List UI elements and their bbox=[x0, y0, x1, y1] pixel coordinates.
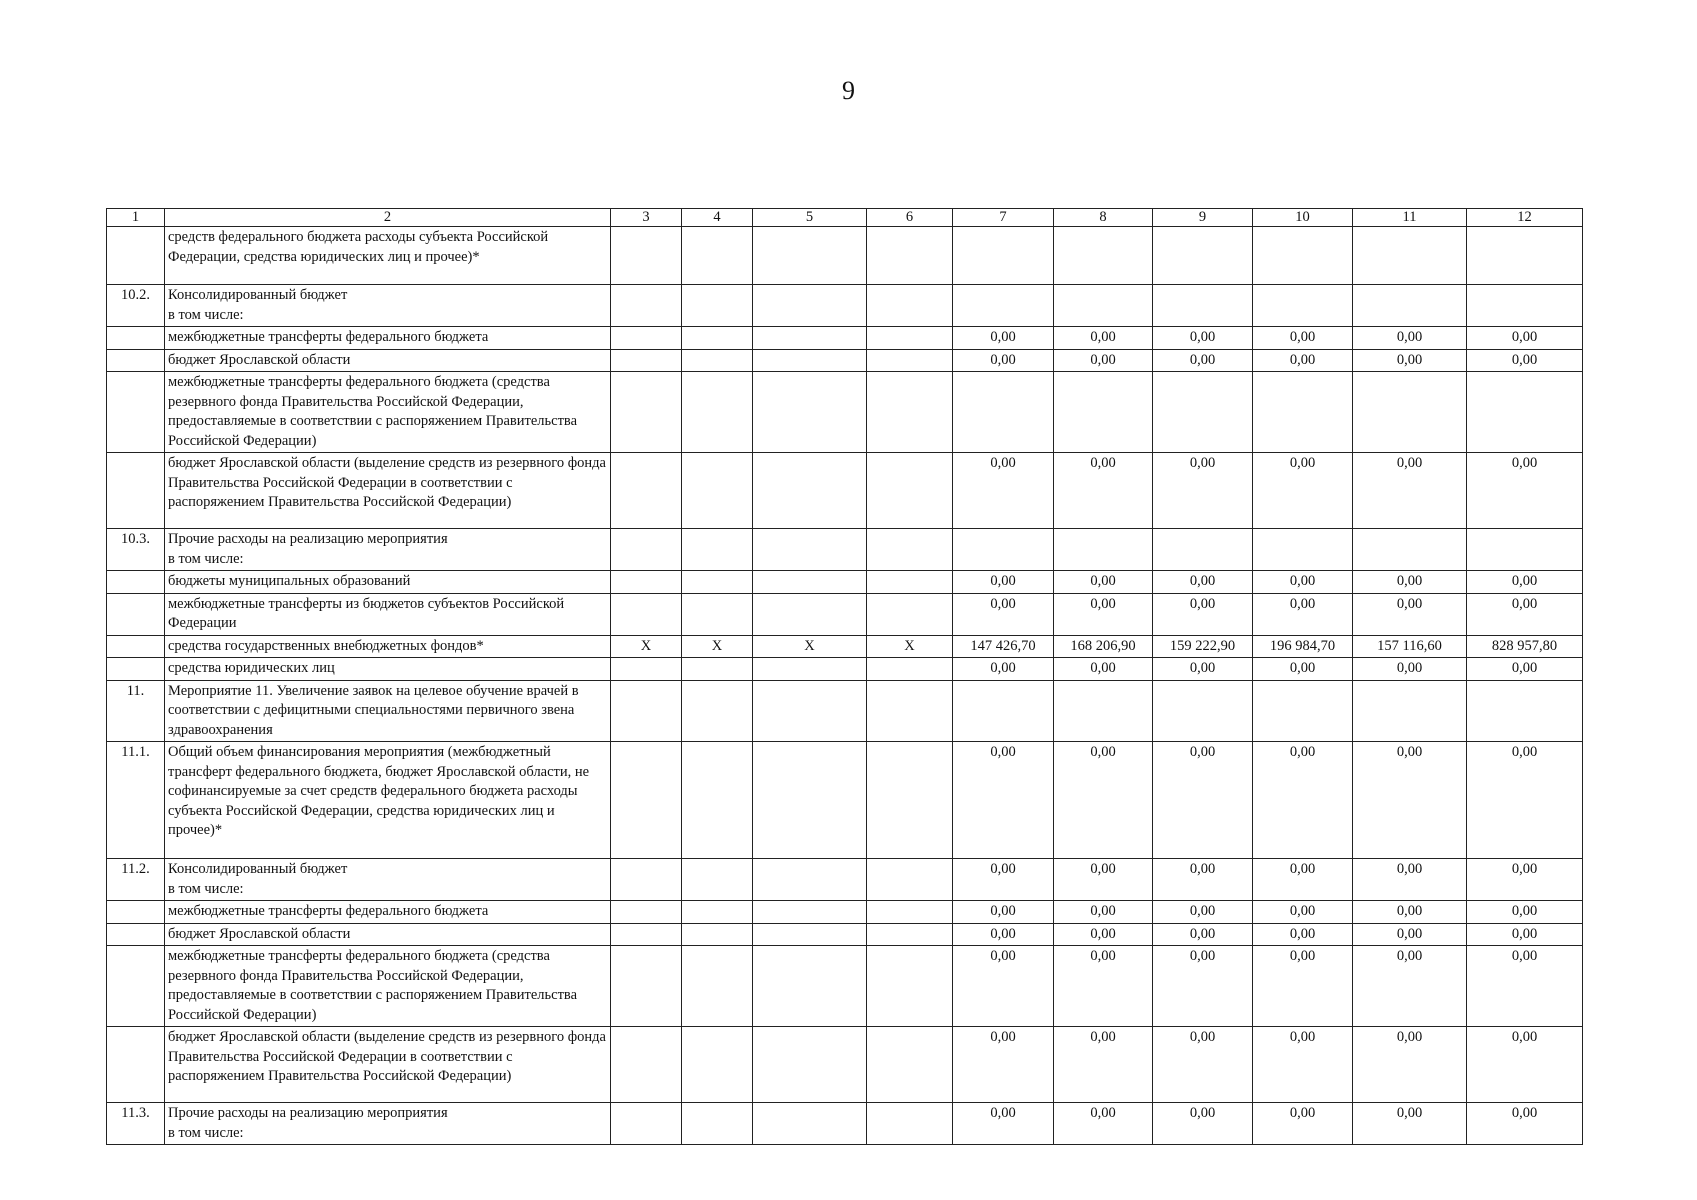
cell-col-5 bbox=[753, 593, 867, 635]
row-description: Прочие расходы на реализацию мероприятия в том числе: bbox=[165, 529, 611, 571]
cell-col-10: 0,00 bbox=[1253, 859, 1353, 901]
cell-col-4 bbox=[682, 571, 753, 594]
cell-col-5 bbox=[753, 859, 867, 901]
cell-col-6 bbox=[867, 1027, 953, 1103]
row-index bbox=[107, 901, 165, 924]
cell-col-4 bbox=[682, 946, 753, 1027]
cell-col-11 bbox=[1353, 680, 1467, 742]
cell-col-9 bbox=[1153, 680, 1253, 742]
cell-col-11: 0,00 bbox=[1353, 349, 1467, 372]
row-index: 10.3. bbox=[107, 529, 165, 571]
cell-col-5 bbox=[753, 946, 867, 1027]
cell-col-11: 0,00 bbox=[1353, 742, 1467, 859]
cell-col-10: 0,00 bbox=[1253, 901, 1353, 924]
cell-col-5 bbox=[753, 680, 867, 742]
cell-col-5 bbox=[753, 529, 867, 571]
cell-col-3 bbox=[611, 680, 682, 742]
table-row bbox=[107, 1027, 1583, 1103]
cell-col-9: 0,00 bbox=[1153, 1027, 1253, 1103]
cell-col-9: 0,00 bbox=[1153, 742, 1253, 859]
row-index: 11.1. bbox=[107, 742, 165, 859]
column-header: 4 bbox=[682, 209, 753, 227]
cell-col-12: 0,00 bbox=[1467, 658, 1583, 681]
cell-col-7: 0,00 bbox=[953, 901, 1054, 924]
table-row bbox=[107, 635, 1583, 658]
cell-col-4 bbox=[682, 1027, 753, 1103]
cell-col-7: 0,00 bbox=[953, 349, 1054, 372]
cell-col-4 bbox=[682, 658, 753, 681]
row-index bbox=[107, 635, 165, 658]
cell-col-4 bbox=[682, 349, 753, 372]
cell-col-8: 0,00 bbox=[1054, 593, 1153, 635]
cell-col-6 bbox=[867, 529, 953, 571]
cell-col-7: 0,00 bbox=[953, 658, 1054, 681]
cell-col-7: 147 426,70 bbox=[953, 635, 1054, 658]
row-description: Мероприятие 11. Увеличение заявок на целевое обучение врачей в соответствии с дефицитными специальностями первичного звена здравоохранения bbox=[165, 680, 611, 742]
cell-col-5 bbox=[753, 1027, 867, 1103]
cell-col-9: 0,00 bbox=[1153, 1103, 1253, 1145]
cell-col-6 bbox=[867, 453, 953, 529]
cell-col-6: X bbox=[867, 635, 953, 658]
cell-col-10 bbox=[1253, 285, 1353, 327]
column-header: 6 bbox=[867, 209, 953, 227]
cell-col-6 bbox=[867, 593, 953, 635]
cell-col-9: 0,00 bbox=[1153, 453, 1253, 529]
cell-col-12: 0,00 bbox=[1467, 742, 1583, 859]
cell-col-7: 0,00 bbox=[953, 923, 1054, 946]
cell-col-11: 0,00 bbox=[1353, 859, 1467, 901]
cell-col-11: 0,00 bbox=[1353, 946, 1467, 1027]
table-row bbox=[107, 227, 1583, 285]
cell-col-9: 159 222,90 bbox=[1153, 635, 1253, 658]
cell-col-4 bbox=[682, 285, 753, 327]
cell-col-6 bbox=[867, 923, 953, 946]
cell-col-10: 0,00 bbox=[1253, 571, 1353, 594]
cell-col-12 bbox=[1467, 680, 1583, 742]
cell-col-6 bbox=[867, 901, 953, 924]
cell-col-5: X bbox=[753, 635, 867, 658]
cell-col-8: 0,00 bbox=[1054, 571, 1153, 594]
row-index: 11. bbox=[107, 680, 165, 742]
cell-col-7: 0,00 bbox=[953, 859, 1054, 901]
table-row bbox=[107, 285, 1583, 327]
cell-col-3 bbox=[611, 859, 682, 901]
column-header: 9 bbox=[1153, 209, 1253, 227]
table-row bbox=[107, 742, 1583, 859]
cell-col-8 bbox=[1054, 227, 1153, 285]
cell-col-5 bbox=[753, 1103, 867, 1145]
cell-col-7 bbox=[953, 285, 1054, 327]
column-header: 11 bbox=[1353, 209, 1467, 227]
cell-col-9 bbox=[1153, 529, 1253, 571]
cell-col-8: 0,00 bbox=[1054, 658, 1153, 681]
cell-col-10: 0,00 bbox=[1253, 453, 1353, 529]
cell-col-7: 0,00 bbox=[953, 571, 1054, 594]
cell-col-10: 0,00 bbox=[1253, 946, 1353, 1027]
cell-col-8: 0,00 bbox=[1054, 1103, 1153, 1145]
cell-col-5 bbox=[753, 453, 867, 529]
cell-col-4 bbox=[682, 923, 753, 946]
cell-col-6 bbox=[867, 372, 953, 453]
cell-col-9: 0,00 bbox=[1153, 571, 1253, 594]
cell-col-4 bbox=[682, 859, 753, 901]
cell-col-5 bbox=[753, 571, 867, 594]
cell-col-7 bbox=[953, 227, 1054, 285]
cell-col-11: 0,00 bbox=[1353, 453, 1467, 529]
cell-col-12: 0,00 bbox=[1467, 593, 1583, 635]
cell-col-11: 0,00 bbox=[1353, 1027, 1467, 1103]
cell-col-3 bbox=[611, 453, 682, 529]
cell-col-12: 0,00 bbox=[1467, 453, 1583, 529]
cell-col-12 bbox=[1467, 285, 1583, 327]
cell-col-3 bbox=[611, 571, 682, 594]
cell-col-3 bbox=[611, 901, 682, 924]
cell-col-6 bbox=[867, 349, 953, 372]
table-row bbox=[107, 372, 1583, 453]
column-number-row bbox=[107, 209, 1583, 227]
cell-col-8: 0,00 bbox=[1054, 859, 1153, 901]
cell-col-3 bbox=[611, 658, 682, 681]
cell-col-12 bbox=[1467, 529, 1583, 571]
cell-col-12: 0,00 bbox=[1467, 946, 1583, 1027]
cell-col-4 bbox=[682, 529, 753, 571]
table-row bbox=[107, 859, 1583, 901]
cell-col-7: 0,00 bbox=[953, 1027, 1054, 1103]
cell-col-9 bbox=[1153, 285, 1253, 327]
cell-col-3 bbox=[611, 1027, 682, 1103]
column-header: 2 bbox=[165, 209, 611, 227]
cell-col-10: 0,00 bbox=[1253, 327, 1353, 350]
cell-col-11: 0,00 bbox=[1353, 1103, 1467, 1145]
cell-col-4 bbox=[682, 742, 753, 859]
row-index bbox=[107, 1027, 165, 1103]
cell-col-8: 0,00 bbox=[1054, 946, 1153, 1027]
column-header: 12 bbox=[1467, 209, 1583, 227]
table-row bbox=[107, 593, 1583, 635]
cell-col-6 bbox=[867, 859, 953, 901]
cell-col-5 bbox=[753, 327, 867, 350]
table-row bbox=[107, 680, 1583, 742]
column-header: 5 bbox=[753, 209, 867, 227]
row-description: бюджет Ярославской области (выделение средств из резервного фонда Правительства Российской Федерации в соответствии с распоряжением Правительства Российской Федерации) bbox=[165, 453, 611, 529]
row-index bbox=[107, 453, 165, 529]
row-index bbox=[107, 349, 165, 372]
row-description: межбюджетные трансферты федерального бюджета (средства резервного фонда Правительства Российской Федерации, предоставляемые в соответствии с распоряжением Правительства Российской Федерации) bbox=[165, 946, 611, 1027]
cell-col-4: X bbox=[682, 635, 753, 658]
column-header: 1 bbox=[107, 209, 165, 227]
cell-col-9: 0,00 bbox=[1153, 593, 1253, 635]
page-number: 9 bbox=[842, 76, 855, 105]
cell-col-7 bbox=[953, 680, 1054, 742]
cell-col-11: 0,00 bbox=[1353, 901, 1467, 924]
cell-col-12: 0,00 bbox=[1467, 859, 1583, 901]
cell-col-3 bbox=[611, 349, 682, 372]
table-row bbox=[107, 529, 1583, 571]
column-header: 3 bbox=[611, 209, 682, 227]
cell-col-8 bbox=[1054, 529, 1153, 571]
cell-col-3 bbox=[611, 227, 682, 285]
cell-col-7 bbox=[953, 529, 1054, 571]
cell-col-6 bbox=[867, 658, 953, 681]
cell-col-3 bbox=[611, 742, 682, 859]
row-index: 10.2. bbox=[107, 285, 165, 327]
cell-col-12: 0,00 bbox=[1467, 349, 1583, 372]
cell-col-6 bbox=[867, 946, 953, 1027]
cell-col-7: 0,00 bbox=[953, 593, 1054, 635]
row-description: средств федерального бюджета расходы субъекта Российской Федерации, средства юридических лиц и прочее)* bbox=[165, 227, 611, 285]
row-index bbox=[107, 227, 165, 285]
row-index bbox=[107, 571, 165, 594]
row-index bbox=[107, 658, 165, 681]
cell-col-9: 0,00 bbox=[1153, 923, 1253, 946]
cell-col-3 bbox=[611, 946, 682, 1027]
table-body bbox=[107, 209, 1583, 1145]
cell-col-9: 0,00 bbox=[1153, 658, 1253, 681]
cell-col-4 bbox=[682, 593, 753, 635]
cell-col-10: 0,00 bbox=[1253, 742, 1353, 859]
cell-col-4 bbox=[682, 372, 753, 453]
cell-col-9 bbox=[1153, 227, 1253, 285]
cell-col-3 bbox=[611, 327, 682, 350]
cell-col-5 bbox=[753, 349, 867, 372]
table-row bbox=[107, 453, 1583, 529]
column-header: 10 bbox=[1253, 209, 1353, 227]
cell-col-3 bbox=[611, 285, 682, 327]
cell-col-11 bbox=[1353, 529, 1467, 571]
cell-col-10: 0,00 bbox=[1253, 349, 1353, 372]
table-row bbox=[107, 571, 1583, 594]
table-row bbox=[107, 658, 1583, 681]
cell-col-8 bbox=[1054, 680, 1153, 742]
column-header: 8 bbox=[1054, 209, 1153, 227]
cell-col-5 bbox=[753, 923, 867, 946]
row-description: бюджет Ярославской области bbox=[165, 349, 611, 372]
cell-col-6 bbox=[867, 1103, 953, 1145]
cell-col-10: 0,00 bbox=[1253, 658, 1353, 681]
budget-table bbox=[106, 208, 1583, 1145]
cell-col-9: 0,00 bbox=[1153, 327, 1253, 350]
cell-col-7: 0,00 bbox=[953, 453, 1054, 529]
cell-col-11: 0,00 bbox=[1353, 923, 1467, 946]
cell-col-7 bbox=[953, 372, 1054, 453]
cell-col-3 bbox=[611, 372, 682, 453]
cell-col-11: 0,00 bbox=[1353, 658, 1467, 681]
cell-col-10 bbox=[1253, 680, 1353, 742]
cell-col-12: 0,00 bbox=[1467, 1027, 1583, 1103]
cell-col-10: 0,00 bbox=[1253, 1103, 1353, 1145]
cell-col-6 bbox=[867, 742, 953, 859]
cell-col-10: 0,00 bbox=[1253, 923, 1353, 946]
cell-col-3 bbox=[611, 529, 682, 571]
cell-col-11: 157 116,60 bbox=[1353, 635, 1467, 658]
row-index bbox=[107, 923, 165, 946]
cell-col-12: 828 957,80 bbox=[1467, 635, 1583, 658]
cell-col-11 bbox=[1353, 285, 1467, 327]
cell-col-3: X bbox=[611, 635, 682, 658]
cell-col-8: 0,00 bbox=[1054, 742, 1153, 859]
cell-col-10: 0,00 bbox=[1253, 593, 1353, 635]
cell-col-5 bbox=[753, 285, 867, 327]
cell-col-9: 0,00 bbox=[1153, 946, 1253, 1027]
table-row bbox=[107, 923, 1583, 946]
cell-col-8: 0,00 bbox=[1054, 923, 1153, 946]
row-description: средства юридических лиц bbox=[165, 658, 611, 681]
cell-col-5 bbox=[753, 658, 867, 681]
cell-col-10 bbox=[1253, 227, 1353, 285]
cell-col-12: 0,00 bbox=[1467, 923, 1583, 946]
row-description: межбюджетные трансферты федерального бюджета bbox=[165, 901, 611, 924]
row-description: межбюджетные трансферты федерального бюджета (средства резервного фонда Правительства Российской Федерации, предоставляемые в соответствии с распоряжением Правительства Российской Федерации) bbox=[165, 372, 611, 453]
cell-col-11: 0,00 bbox=[1353, 327, 1467, 350]
cell-col-12: 0,00 bbox=[1467, 571, 1583, 594]
row-index: 11.2. bbox=[107, 859, 165, 901]
cell-col-12 bbox=[1467, 372, 1583, 453]
cell-col-12: 0,00 bbox=[1467, 327, 1583, 350]
cell-col-8: 168 206,90 bbox=[1054, 635, 1153, 658]
row-description: Прочие расходы на реализацию мероприятия в том числе: bbox=[165, 1103, 611, 1145]
cell-col-6 bbox=[867, 285, 953, 327]
cell-col-8: 0,00 bbox=[1054, 453, 1153, 529]
cell-col-7: 0,00 bbox=[953, 1103, 1054, 1145]
cell-col-6 bbox=[867, 571, 953, 594]
cell-col-4 bbox=[682, 227, 753, 285]
row-index: 11.3. bbox=[107, 1103, 165, 1145]
cell-col-7: 0,00 bbox=[953, 327, 1054, 350]
row-index bbox=[107, 946, 165, 1027]
column-header: 7 bbox=[953, 209, 1054, 227]
cell-col-5 bbox=[753, 372, 867, 453]
cell-col-11 bbox=[1353, 227, 1467, 285]
row-description: средства государственных внебюджетных фондов* bbox=[165, 635, 611, 658]
table-row bbox=[107, 901, 1583, 924]
table-row bbox=[107, 946, 1583, 1027]
cell-col-6 bbox=[867, 680, 953, 742]
row-description: межбюджетные трансферты федерального бюджета bbox=[165, 327, 611, 350]
cell-col-4 bbox=[682, 1103, 753, 1145]
cell-col-11: 0,00 bbox=[1353, 593, 1467, 635]
cell-col-5 bbox=[753, 227, 867, 285]
cell-col-11 bbox=[1353, 372, 1467, 453]
cell-col-5 bbox=[753, 901, 867, 924]
cell-col-9 bbox=[1153, 372, 1253, 453]
row-description: бюджеты муниципальных образований bbox=[165, 571, 611, 594]
cell-col-10: 0,00 bbox=[1253, 1027, 1353, 1103]
cell-col-9: 0,00 bbox=[1153, 859, 1253, 901]
row-description: Консолидированный бюджет в том числе: bbox=[165, 285, 611, 327]
table-row bbox=[107, 349, 1583, 372]
cell-col-8: 0,00 bbox=[1054, 1027, 1153, 1103]
cell-col-3 bbox=[611, 923, 682, 946]
cell-col-5 bbox=[753, 742, 867, 859]
cell-col-8: 0,00 bbox=[1054, 327, 1153, 350]
cell-col-6 bbox=[867, 227, 953, 285]
table-row bbox=[107, 327, 1583, 350]
cell-col-4 bbox=[682, 327, 753, 350]
cell-col-9: 0,00 bbox=[1153, 901, 1253, 924]
cell-col-10 bbox=[1253, 529, 1353, 571]
row-index bbox=[107, 327, 165, 350]
cell-col-11: 0,00 bbox=[1353, 571, 1467, 594]
cell-col-8 bbox=[1054, 372, 1153, 453]
cell-col-3 bbox=[611, 1103, 682, 1145]
cell-col-10 bbox=[1253, 372, 1353, 453]
table-row bbox=[107, 1103, 1583, 1145]
cell-col-6 bbox=[867, 327, 953, 350]
cell-col-9: 0,00 bbox=[1153, 349, 1253, 372]
row-description: бюджет Ярославской области (выделение средств из резервного фонда Правительства Российской Федерации в соответствии с распоряжением Правительства Российской Федерации) bbox=[165, 1027, 611, 1103]
row-index bbox=[107, 372, 165, 453]
cell-col-8: 0,00 bbox=[1054, 901, 1153, 924]
cell-col-12 bbox=[1467, 227, 1583, 285]
row-index bbox=[107, 593, 165, 635]
cell-col-4 bbox=[682, 453, 753, 529]
cell-col-4 bbox=[682, 680, 753, 742]
cell-col-12: 0,00 bbox=[1467, 1103, 1583, 1145]
cell-col-10: 196 984,70 bbox=[1253, 635, 1353, 658]
cell-col-7: 0,00 bbox=[953, 946, 1054, 1027]
cell-col-8 bbox=[1054, 285, 1153, 327]
row-description: Общий объем финансирования мероприятия (межбюджетный трансферт федерального бюджета, бюджет Ярославской области, не софинансируемые за счет средств федерального бюджета расходы субъекта Российской Федерации, средства юридических лиц и прочее)* bbox=[165, 742, 611, 859]
cell-col-8: 0,00 bbox=[1054, 349, 1153, 372]
row-description: бюджет Ярославской области bbox=[165, 923, 611, 946]
cell-col-4 bbox=[682, 901, 753, 924]
cell-col-3 bbox=[611, 593, 682, 635]
row-description: межбюджетные трансферты из бюджетов субъектов Российской Федерации bbox=[165, 593, 611, 635]
cell-col-12: 0,00 bbox=[1467, 901, 1583, 924]
cell-col-7: 0,00 bbox=[953, 742, 1054, 859]
row-description: Консолидированный бюджет в том числе: bbox=[165, 859, 611, 901]
